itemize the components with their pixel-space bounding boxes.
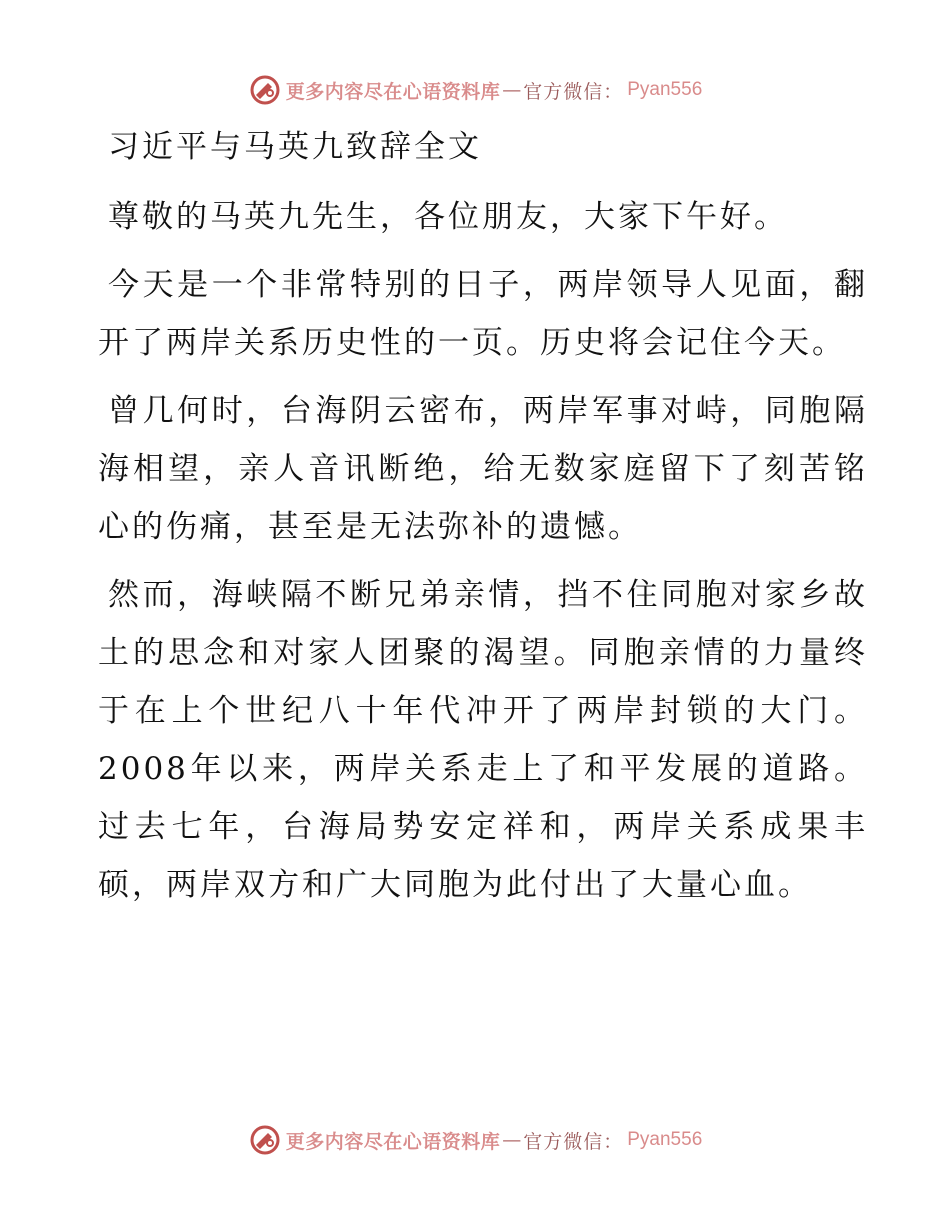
watermark-text: 更多内容尽在心语资料库 [285,1130,501,1153]
watermark-wechat-id: Pyan556 [627,1129,703,1150]
document-body [98,120,868,924]
header-watermark [0,70,950,110]
watermark-wechat-label: 官方微信： [523,1130,624,1153]
watermark-separator: — [502,1129,522,1151]
brand-logo-icon [248,1123,282,1157]
footer-watermark [0,1120,950,1160]
paragraph-history: 曾几何时，台海阴云密布，两岸军事对峙，同胞隔海相望，亲人音讯断绝，给无数家庭留下了刻苦铭心的伤痛，甚至是无法弥补的遗憾。 [98,393,868,545]
paragraph-development: 然而，海峡隔不断兄弟亲情，挡不住同胞对家乡故土的思念和对家人团聚的渴望。同胞亲情的力量终于在上个世纪八十年代冲开了两岸封锁的大门。2008年以来，两岸关系走上了和平发展的道路。过去七年，台海局势安定祥和，两岸关系成果丰硕，两岸双方和广大同胞为此付出了大量心血。 [98,577,868,903]
watermark-text: 更多内容尽在心语资料库 [285,80,501,103]
brand-logo-icon [248,73,282,107]
watermark-wechat-id: Pyan556 [627,79,703,100]
watermark-separator: — [502,79,522,101]
document-title: 习近平与马英九致辞全文 [108,129,482,165]
paragraph-today: 今天是一个非常特别的日子，两岸领导人见面，翻开了两岸关系历史性的一页。历史将会记住今天。 [98,267,868,361]
paragraph-greeting: 尊敬的马英九先生，各位朋友，大家下午好。 [108,199,788,235]
watermark-wechat-label: 官方微信： [523,80,624,103]
